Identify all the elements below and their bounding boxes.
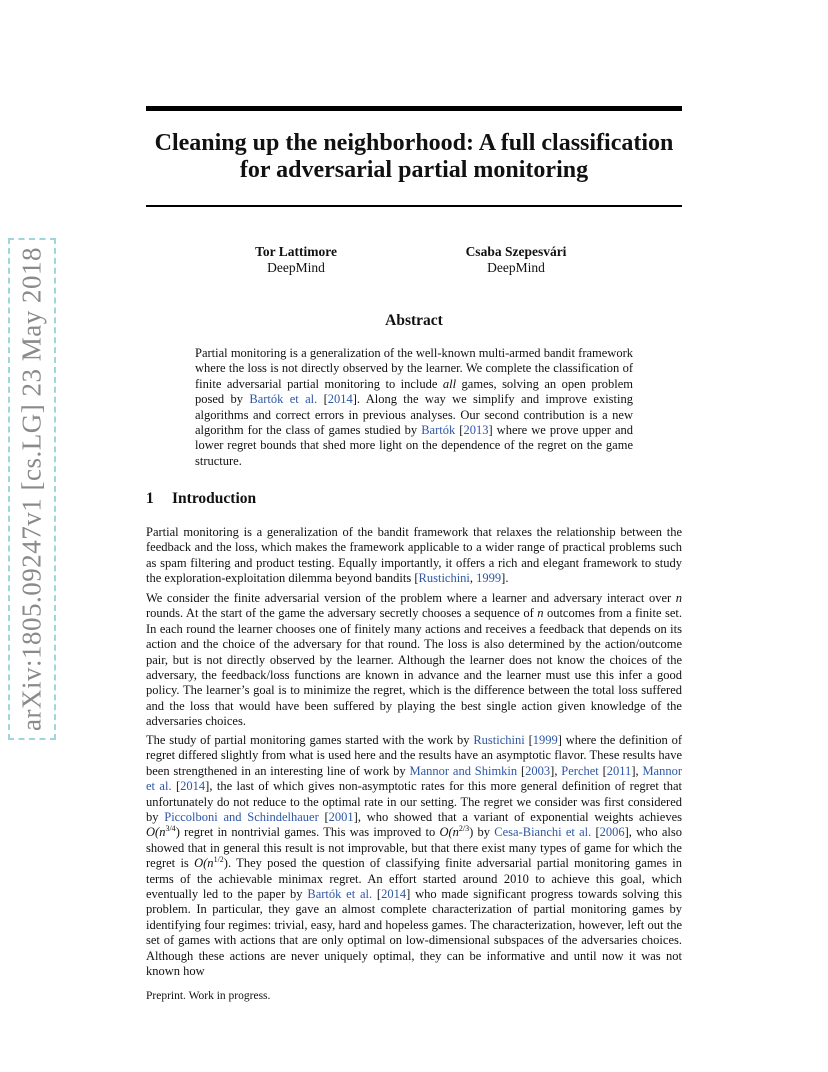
citation-link[interactable]: Bartók et al. — [307, 887, 373, 902]
author-affiliation: DeepMind — [487, 260, 545, 275]
citation-year-link[interactable]: 2014 — [381, 887, 407, 902]
citation-link[interactable]: Rustichini — [473, 733, 525, 747]
section-title: Introduction — [172, 490, 257, 507]
abstract-heading: Abstract — [385, 312, 443, 329]
math-expression: $O(n^{1/2})$ — [194, 855, 228, 871]
citation-link[interactable]: Bartók — [421, 423, 456, 438]
author-block-2 — [416, 244, 616, 276]
math-expression: $O(n^{3/4})$ — [146, 824, 180, 840]
citation-year-link[interactable]: 2001 — [328, 810, 354, 825]
title-line-1: Cleaning up the neighborhood: A full classification — [154, 130, 674, 156]
arxiv-stamp-text: arXiv:1805.09247v1 [cs.LG] 23 May 2018 — [16, 247, 47, 731]
citation-link[interactable]: Bartók et al. — [249, 392, 318, 407]
citation-year-link[interactable]: 2006 — [599, 825, 625, 840]
section-heading-introduction — [146, 490, 256, 508]
citation-year-link[interactable]: 2011 — [606, 763, 632, 778]
citation-year-link[interactable]: 1999 — [532, 733, 558, 747]
section-number: 1 — [146, 490, 154, 507]
intro-paragraph-2: We consider the finite adversarial version of the problem where a learner and adversary interact over n rounds. At the start of the game the adversary secretly chooses a sequence of n outcomes from a finite set. In each round the learner chooses one of finitely many actions and receives a feedback that depends on its action and the choice of the adversary for that round. The loss is also determined by the action/outcome pair, but is not directly observed by the learner. Although the learner does not know the choices of the adversary, the feedback/loss functions are known in advance and the learner must use this infer a good policy. The learner’s goal is to minimize the regret, which is the difference between the total loss suffered and the loss that would have been suffered by playing the best single action given knowledge of the adversaries choices. — [146, 591, 682, 729]
paper-title — [146, 130, 682, 184]
citation-link[interactable]: Cesa-Bianchi et al. — [494, 825, 592, 840]
abstract-emphasis: all — [442, 376, 457, 391]
author-name: Tor Lattimore — [255, 244, 337, 259]
citation-link[interactable]: Piccolboni and Schindelhauer — [164, 810, 319, 825]
title-line-2: for adversarial partial monitoring — [239, 157, 589, 183]
title-bottom-rule — [146, 205, 682, 207]
author-block-1 — [196, 244, 396, 276]
title-top-rule — [146, 106, 682, 111]
citation-year-link[interactable]: 2003 — [525, 763, 551, 778]
footer-note: Preprint. Work in progress. — [146, 990, 271, 1002]
citation-link[interactable]: Perchet — [561, 763, 599, 778]
math-variable: n — [537, 606, 544, 621]
math-variable: n — [675, 591, 682, 605]
math-expression: $O(n^{2/3})$ — [439, 824, 474, 840]
citation-year-link[interactable]: 1999 — [476, 571, 502, 586]
citation-year-link[interactable]: 2014 — [180, 779, 206, 794]
citation-link[interactable]: Mannor and Shimkin — [409, 763, 518, 778]
arxiv-stamp — [8, 238, 56, 740]
citation-link[interactable]: Mannor et al. — [146, 763, 683, 794]
author-affiliation: DeepMind — [267, 260, 325, 275]
intro-paragraph-1: Partial monitoring is a generalization of the bandit framework that relaxes the relationship between the feedback and the loss, which makes the framework applicable to a wider range of practical problems such as spam filtering and product testing. Equally importantly, it offers a rich and elegant framework to study the exploration-exploitation dilemma beyond bandits [Rustichini, 1999]. — [146, 525, 682, 586]
citation-year-link[interactable]: 2013 — [463, 423, 489, 438]
citation-link[interactable]: Rustichini — [418, 571, 470, 586]
citation-year-link[interactable]: 2014 — [327, 392, 353, 407]
intro-paragraph-3: The study of partial monitoring games started with the work by Rustichini [1999] where the definition of regret differed slightly from what is used here and the results have an asymptotic flavor. These results have been strengthened in an interesting line of work by Mannor and Shimkin [2003], Perchet [2011], Mannor et al. [2014], the last of which gives non-asymptotic rates for this more general definition of regret that unfortunately do not reduce to the optimal rate in our setting. The regret we consider was first considered by Piccolboni and Schindelhauer [2001], who showed that a variant of exponential weights achieves $O(n^{3/4})$ regret in nontrivial games. This was improved to $O(n^{2/3})$ by Cesa-Bianchi et al. [2006], who also showed that in general this result is not improvable, but that there exist many types of game for which the regret is $O(n^{1/2})$. They posed the question of classifying finite adversarial partial monitoring games in terms of the achievable minimax regret. An effort started around 2010 to achieve this goal, which eventually led to the paper by Bartók et al. [2014] who made significant progress towards solving this problem. In particular, they gave an almost complete characterization of partial monitoring games by identifying four regimes: trivial, easy, hard and hopeless games. The characterization, however, left out the set of games with actions that are only optimal on low-dimensional subspaces of the adversaries choices. Although these actions are never uniquely optimal, they can be informative and until now it was not known how — [146, 733, 683, 979]
author-name: Csaba Szepesvári — [465, 244, 567, 259]
abstract-text: Partial monitoring is a generalization of the well-known multi-armed bandit framework where the loss is not directly observed by the learner. We complete the classification of finite adversarial partial monitoring to include all games, solving an open problem posed by Bartók et al. [2014]. Along the way we simplify and improve existing algorithms and correct errors in previous analyses. Our second contribution is a new algorithm for the class of games studied by Bartók [2013] where we prove upper and lower regret bounds that shed more light on the dependence of the regret on the game structure. — [195, 346, 633, 468]
